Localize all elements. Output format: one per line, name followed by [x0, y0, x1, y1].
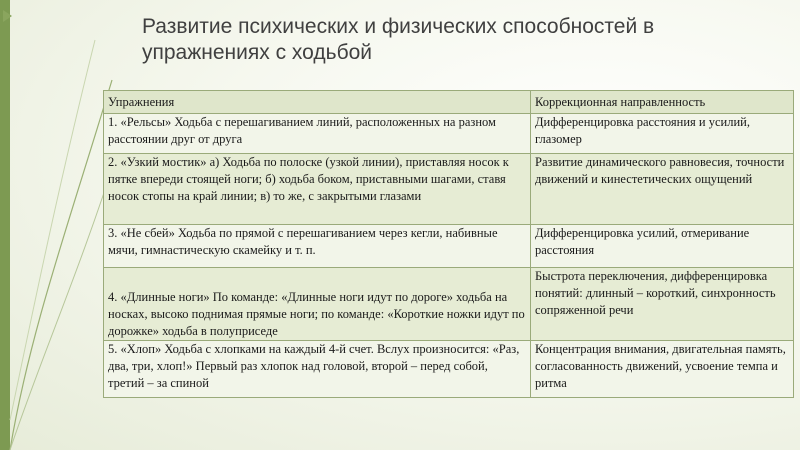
header-exercises: Упражнения [104, 91, 531, 114]
focus-cell: Быстрота переключения, дифференцировка понятий: длинный – короткий, синхронность сопряженной речи [531, 268, 794, 341]
exercise-cell: 3. «Не сбей» Ходьба по прямой с перешагиванием через кегли, набивные мячи, гимнастическую скамейку и т. п. [104, 225, 531, 268]
focus-cell: Дифференцировка усилий, отмеривание расстояния [531, 225, 794, 268]
table-row [104, 268, 794, 341]
exercise-cell: 4. «Длинные ноги» По команде: «Длинные ноги идут по дороге» ходьба на носках, высоко поднимая прямые ноги; по команде: «Короткие ножки идут по дорожке» ходьба в полуприседе [104, 268, 531, 341]
table-row [104, 341, 794, 398]
table-row [104, 154, 794, 225]
table-row [104, 225, 794, 268]
header-correction-focus: Коррекционная направленность [531, 91, 794, 114]
exercise-cell: 5. «Хлоп» Ходьба с хлопками на каждый 4-й счет. Вслух произносится: «Раз, два, три, хлоп!» Первый раз хлопок над головой, второй – перед собой, третий – за спиной [104, 341, 531, 398]
decorative-curves [0, 0, 120, 450]
focus-cell: Развитие динамического равновесия, точности движений и кинестетических ощущений [531, 154, 794, 225]
exercise-cell: 1. «Рельсы» Ходьба с перешагиванием линий, расположенных на разном расстоянии друг от друга [104, 114, 531, 154]
table-row [104, 114, 794, 154]
table-header-row [104, 91, 794, 114]
exercise-cell: 2. «Узкий мостик» а) Ходьба по полоске (узкой линии), приставляя носок к пятке впереди стоящей ноги; б) ходьба боком, приставными шагами, ставя носок стопы на край линии; в) то же, с закрытыми глазами [104, 154, 531, 225]
slide-marker-icon [3, 10, 12, 22]
exercise-table [103, 90, 794, 398]
slide-title: Развитие психических и физических способностей в упражнениях с ходьбой [142, 15, 655, 64]
focus-cell: Концентрация внимания, двигательная память, согласованность движений, усвоение темпа и ритма [531, 341, 794, 398]
focus-cell: Дифференцировка расстояния и усилий, глазомер [531, 114, 794, 154]
